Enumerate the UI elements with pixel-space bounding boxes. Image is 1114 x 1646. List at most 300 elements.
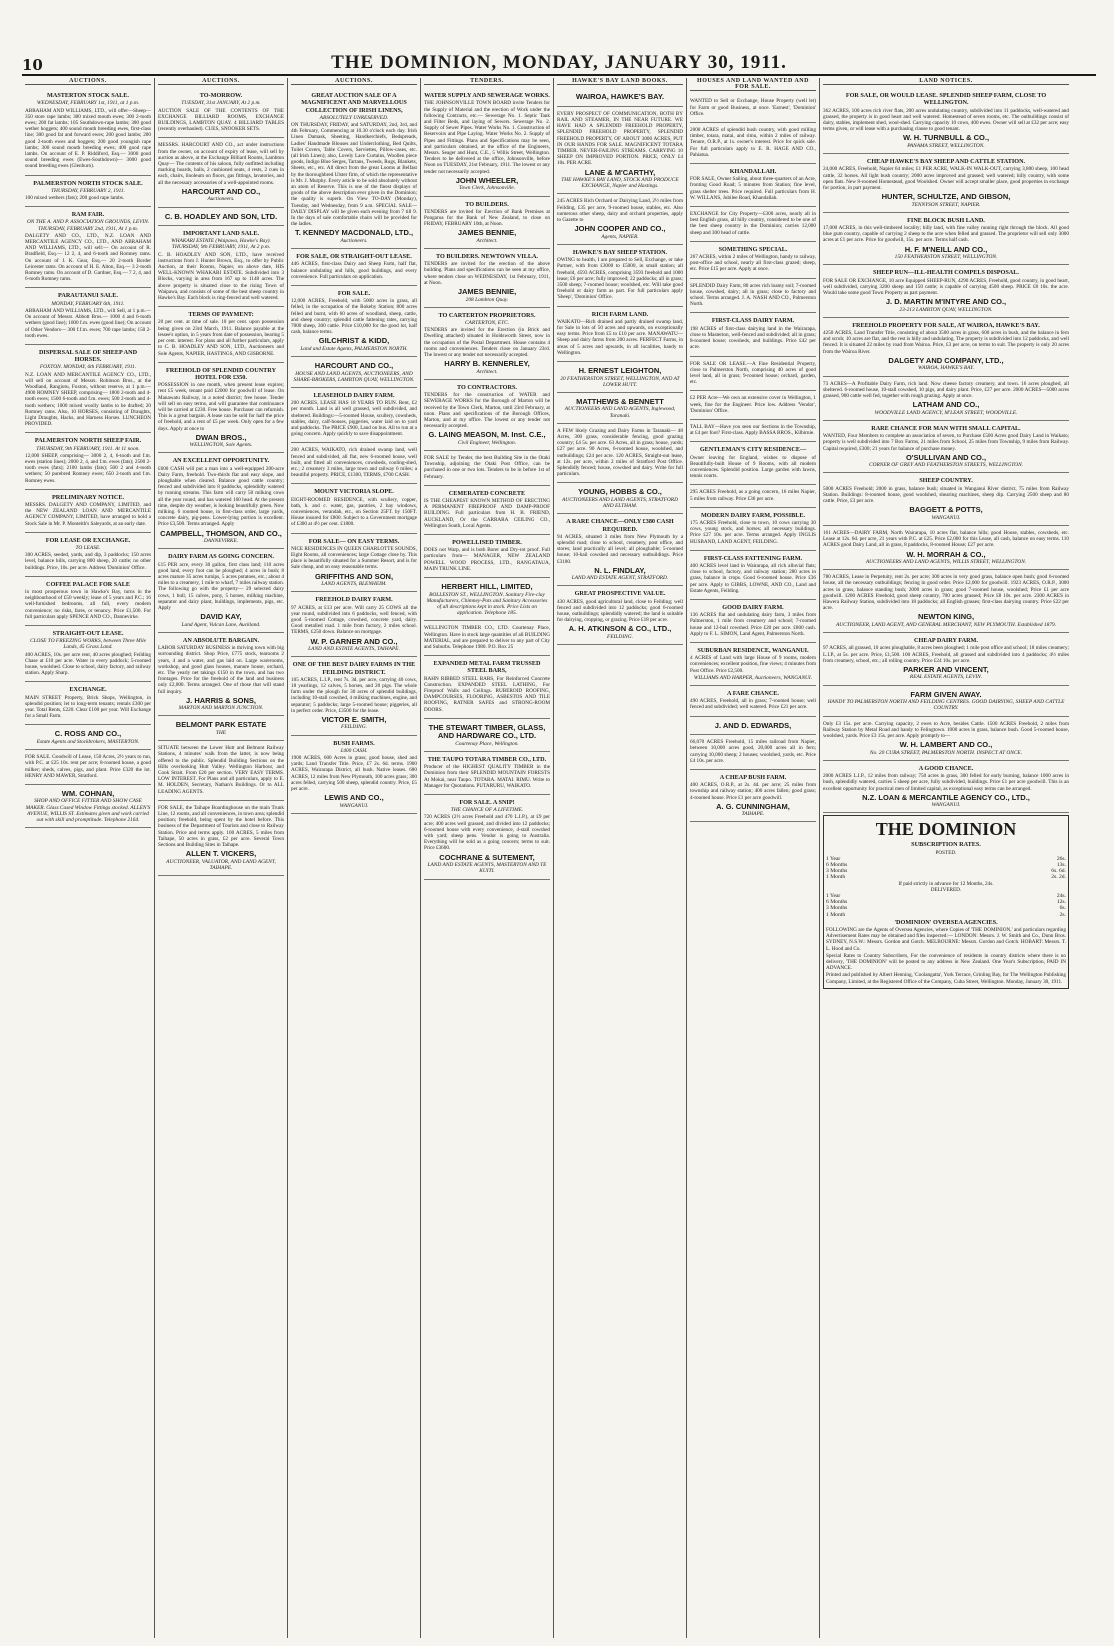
- ad-agent-name: HERBERT HILL, LIMITED,: [441, 582, 533, 592]
- ad-agent-name: N.Z. LOAN & MERCANTILE AGENCY CO., LTD.,: [862, 792, 1030, 802]
- ad-agent-name: HARCOURT AND CO.,: [314, 361, 394, 371]
- ad-body: £600 CASH will put a man into a well-equipped 200-acre Dairy Farm, freehold. Two-thirds flat and easy slope, and ploughable when cleared. Balance good cattle country; fenced and subdivided into 8 paddocks, splendidly watered by running streams. This farm will carry 50 milking cows all the year round, and has watered 160 head. At the present time, despite dry weather, is looking beautifully green. Now milking. 6 roomed house, in first-class order, large yards, concrete dairy, pig-pens. Lower-lying portion is excellent. Price £3,500. Terms arranged. Apply: [158, 465, 284, 528]
- ad-body: A FEW likely Grazing and Dairy Farms in Taranaki— 48 Acres, 300 grass, considerable fencing, good grazing country; £4 5s. per acre. 63 Acres, all in grass; house, yards; £27 per acre. 90 Acres, 6-roomed house, woolshed, and outbuildings; £24 per acre. 120 ACRES, Straight-out lease, at 12s. per acre, within 2 miles of Stratford Post Office. Splendidly fenced; house, cowshed and dairy. Write for full particulars.: [557, 427, 683, 478]
- ad-body: 24,000 ACRES, Freehold, Napier 64 miles; £1 PER ACRE, WALK-IN WALK-OUT, carrying 3,800 sheep, 100 head cattle, 32 horses. All light bush country; 2000 acres improved and grassed; well watered; hilly country, with some open flats. New 8-roomed Homestead, good Woolshed. Owner will accept smaller place, good properties in exchange for portion, in part payment.: [823, 166, 1069, 191]
- ad-agent-name: WAIROA, HAWKE'S BAY.: [575, 92, 665, 102]
- ad-agent-address: CORNER OF GREY AND FEATHERSTON STREETS, WELLINGTON.: [868, 462, 1024, 469]
- ad-body: 94 ACRES, situated 3 miles from New Plymouth by a splendid road; close to school, creamery, post office, and stores; land practically all level; all ploughable; 5-roomed house; 10-bail cowshed and necessary outbuildings. Price £3100.: [557, 533, 683, 565]
- ad-heading: FOR SALE— ON EASY TERMS.: [308, 537, 400, 545]
- ad-agent-name: JOHN COOPER AND CO.,: [574, 224, 666, 234]
- ad-agent-address: AUCTIONEERS AND LAND AGENTS, WILLIS STREET, WELLINGTON.: [865, 559, 1027, 566]
- ad-agent-address: WELLINGTON, Sole Agents.: [189, 442, 253, 449]
- advertisement: [25, 533, 151, 577]
- column-4: [421, 78, 554, 1638]
- ad-body: C. B. HOADLEY AND SON, LTD., have received instructions from J. Hunter Brown, Esq., to offer by Public Auction, at their Rooms, Napier, on above date, HIS WELL-KNOWN WHAKARI ESTATE. Subdivided into 3 Blocks, varying in area from 167 up to 1148 acres. The above property is situated close to the rising Town of Waipawa, and consists of some of the best sheep country in Hawke's Bay. Each block is ring-fenced and well watered.: [158, 251, 284, 302]
- ad-heading: BUSH FARMS.: [333, 739, 375, 747]
- advertisement: [158, 88, 284, 138]
- advertisement: [823, 154, 1069, 213]
- ad-agent-address: Architect.: [476, 237, 498, 244]
- ad-agent-name: H. ERNEST LEIGHTON,: [578, 366, 662, 375]
- ad-heading: FREEHOLD OF SPLENDID COUNTRY HOTEL FOR £350.: [165, 366, 277, 381]
- ad-agent-address: Estate Agents and Stockbrokers, MASTERTON.: [36, 738, 140, 745]
- posted-label: POSTED.: [935, 849, 957, 856]
- ad-agent-name: LANE & M'CARTHY,: [584, 167, 656, 177]
- ad-body: 4250 ACRES, Land Transfer Title, consisting of about 3500 acres in grass, 600 acres in bush, and the balance in fern and scrub; 10 acres are flat, and the rest is hilly and undulating. The property is subdivided into 12 paddocks, and well fenced. It is situated 22 miles by road from Wairoa. Price, £3 per acre, on terms to suit. The property is only 20 acres from the Wairoa River.: [823, 330, 1069, 355]
- advertisement: [690, 485, 816, 507]
- ad-body: 12,000 ACRES, Freehold, with 5000 acres in grass, all felled, in the occupation of the Rokeby Station; 800 acres felled and burnt, with 60 acres of woodland, sheep, cattle, and sheep country; splendid cattle fattening rates, carrying 7000 sheep, 300 cattle. Price £10,000 for the good lot, half cash, balance terms.: [291, 298, 417, 336]
- column-6: [687, 78, 820, 1638]
- rate-price: 13s.: [1056, 862, 1066, 869]
- ad-heading: CEMERATED CONCRETE: [448, 489, 526, 497]
- ad-agent-address: AUCTIONEER, VALUATOR, AND LAND AGENT, TAIHAPE.: [166, 858, 276, 871]
- ad-agent-address: WILLIAMS AND HARPER, Auctioneers, WANGANUI.: [693, 674, 813, 681]
- ad-body: MESSRS. DALGETY AND COMPANY, LIMITED, and the NEW ZEALAND LOAN AND MERCANTILE AGENCY COMPANY, LIMITED, have arranged to hold a Stock Sale in Mr. P. Monteith's Saleyards, at an early date.: [25, 501, 151, 527]
- ad-heading: FOR SALE, OR WOULD LEASE. SPLENDID SHEEP FARM, CLOSE TO WELLINGTON.: [845, 92, 1047, 107]
- ad-agent-address: 23-213 LAMBTON QUAY, WELLINGTON.: [899, 306, 993, 313]
- ad-heading: A GOOD CHANCE.: [918, 764, 974, 772]
- advertisement: [690, 442, 816, 485]
- column-header: HAWKE'S BAY LAND BOOKS.: [557, 78, 683, 85]
- advertisement: [291, 736, 417, 814]
- ad-heading: SUBURBAN RESIDENCE, WANGANUI.: [697, 647, 809, 654]
- ad-body: SPLENDID Dairy Farm, 80 acres rich loamy soil; 7-roomed house, cowshed, dairy; all in grass; close to factory and school. Terms arranged. J. A. NASH AND CO., Palmerston North.: [690, 282, 816, 308]
- ad-body: in most prosperous town in Hawke's Bay, turns in the neighbourhood of £50 weekly; lease of 5 years and P.C.; 16 well-furnished bedrooms, all full, every modern convenience; no risks, fares, or tenancy. Price £1,500. For full particulars apply SPENCE AND CO., Dannevirke.: [25, 589, 151, 620]
- imprint-footer: Printed and published by Albert Henning, 'Coolangatta', York Terrace, Grinling Bay, for The Wellington Publishing Company, Limited, at the Registered Office of the Company, Cuba Street, Wellington. Monday, January 30, 1911.: [826, 972, 1066, 985]
- ad-body: DOES not Warp, and is both Borer and Dry-rot proof. Full particulars from— MANAGER, NEW ZEALAND POWELL WOOD PROCESS, LTD., RANGATAUA, MAIN TRUNK LINE.: [424, 547, 550, 572]
- advertisement: [690, 735, 816, 770]
- advertisement: [291, 592, 417, 657]
- advertisement: [424, 249, 550, 308]
- ad-body: N.Z. LOAN AND MERCANTILE AGENCY CO., LTD., will sell on account of Messrs. Robinson Bros., at the Woodland, Rangiotu, Foxton, without reserve, at 1 p.m.— 4900 ROMNEY SHEEP, comprising— 1800 2-tooth and 4-tooth ewes; 1500 6-tooth and f.m. ewes; 500 2-tooth and 4-tooth wethers; 1000 mixed woolly lambs to be drafted; 20 Romney rams. Also, 10 HORSES, consisting of Draughts, Light Draughts, Hacks, and Harness Horses. LUNCHEON PROVIDED.: [25, 371, 151, 428]
- ad-body: 20 per cent. at time of sale. 10 per cent. upon possession being given on 23rd March, 1911. Balance payable at the lessee's option, in 5 years from date of possession, bearing 5 per cent. interest. For plans and all further particulars, apply to C. B. HOADLEY AND SON, LTD., Auctioneers and Sole Agents, NAPIER, HASTINGS, AND GISBORNE.: [158, 319, 284, 357]
- ad-body: EXCHANGE for City Property—£300 acres, nearly all in best English grass, all hilly country, considered to be one of the best sheep country in the Dominion; carries 12,000 sheep and 300 head of cattle.: [690, 211, 816, 236]
- delivered-label: DELIVERED.: [930, 886, 962, 893]
- rate-period: 1 Month: [826, 874, 846, 881]
- ad-body: TENDERS for the construction of WATER and SEWERAGE WORKS for the Borough of Marton will be received by the Town Clerk, Marton, until 23rd February, at noon. Plans and specifications of the Borough Offices, Marton, and at my office. The lowest or any tender not necessarily accepted.: [424, 392, 550, 430]
- advertisement: [823, 213, 1069, 266]
- ad-heading: FOR SALE. A SNIP!: [459, 799, 515, 807]
- advertisement: [158, 138, 284, 207]
- ad-agent-name: BELMONT PARK ESTATE: [175, 720, 267, 730]
- ad-body: 362 ACRES, 100 acres rich river flats, 200 acres undulating country, subdivided into 11 paddocks, well-watered and grassed, the property is in good heart and well watered. Homestead of seven rooms, etc. The outbuildings consist of dairy, stables, implement shed, wool-shed. Carrying capacity 10 cows, 400 ewes. Owner will sell at £32 per acre; easy terms given, or will lease with a purchasing clause to good tenant.: [823, 107, 1069, 133]
- advertisement: [424, 752, 550, 795]
- advertisement: [158, 226, 284, 307]
- advertisement: [424, 197, 550, 250]
- advertisement: [424, 451, 550, 486]
- ad-heading: TO CARTERTON PROPRIETORS.: [438, 311, 536, 319]
- advertisement: [557, 362, 683, 393]
- ad-agent-address: MARTON AND MARTON JUNCTION.: [178, 705, 264, 712]
- ad-heading: WATER SUPPLY AND SEWERAGE WORKS.: [424, 92, 550, 100]
- advertisement: [158, 307, 284, 362]
- ad-heading: STRAIGHT-OUT LEASE.: [52, 630, 124, 638]
- ad-subheading: ON THE A. AND P. ASSOCIATION GROUNDS, LEVIN. THURSDAY, FEBRUARY 2nd, 1911, At 1 p.m.: [26, 219, 150, 232]
- ad-body: MAIN STREET Property, Brick Shops, Wellington, in splendid position; let to long-term tenants; rentals £300 per year. Total Rents, £220. Clear £100 per year. Will Exchange for a Small Farm.: [25, 694, 151, 720]
- advertisement: [25, 725, 151, 750]
- advertisement: [291, 88, 417, 249]
- ad-agent-address: SHOP AND OFFICE FITTER AND SHOW CASE MAKER. Glass Cased Window Fittings stocked. ALLEN'S AVENUE, WILLIS ST. Estimates given and work carried out with skill and promptitude. Telephone 2164.: [25, 798, 151, 824]
- advertisement: [690, 551, 816, 600]
- ad-body: WANTED to Sell or Exchange, House Property (well let) for Farm or good Business, at once. 'Earnest', 'Dominion' Office.: [690, 98, 816, 117]
- ad-body: TENDERS are invited for Erection of Bank Premises at Pongaroa for the Bank of New Zealand, to close on FRIDAY, FEBRUARY 10th, at Noon.: [424, 208, 550, 228]
- ad-agent-address: AUCTIONEERS AND LAND AGENTS, STRATFORD AND ELTHAM.: [562, 496, 678, 510]
- ad-body: WELLINGTON TIMBER CO., LTD. Courtenay Place, Wellington. Have in stock large quantities of all BUILDING MATERIAL, and are prepared to deliver to any part of City and Suburbs. Telephone 1980. P.O. Box 25: [424, 625, 550, 650]
- posted-note: If paid strictly in advance for 12 Months, 24s.: [898, 880, 994, 887]
- advertisement: [557, 393, 683, 424]
- advertisement: [690, 717, 816, 736]
- advertisement: [690, 600, 816, 643]
- ad-agent-name: JOHN WHEELER,: [455, 175, 519, 185]
- ad-heading: FREEHOLD DAIRY FARM.: [315, 596, 393, 604]
- ad-body: Producer of the HIGHEST QUALITY TIMBER in the Dominion from their SPLENDID MOUNTAIN FORESTS At Mokai, near Taupo. TOTARA. MATAI. RIMU. Write to Manager for Quotations. PUTARURU, WAIKATO.: [424, 764, 550, 789]
- advertisement: [424, 795, 550, 880]
- advertisement: [158, 208, 284, 227]
- ad-body: 12,000 SHEEP, comprising— 3000 2, 4, 6-tooth and f.m. ewes (station lines); 2000 2, 4, and f.m. ewes (fats); 2500 2-tooth ewes (fats); 2100 lambs (fats); 500 2 and 4-tooth wethers; 50 purebred Romney ewes; 650 2-tooth and f.m. Romney ewes.: [25, 452, 151, 484]
- advertisement: [823, 473, 1069, 526]
- ad-body: TENDERS are invited for the Erection (in Brick and Dwelling attached) situated in Holdsworth Street, now in the occupation of the Postal Department. House contains 4 rooms and conveniences. Tenders close on January 23rd. The lowest or any tender not necessarily accepted.: [424, 327, 550, 358]
- ad-body: 2000 ACRES of splendid bush country, with good milling timber, totara, matai, and rimu, within 2 miles of railway. Tenure, O.R.P., at 1s. owner's interest. Price for quick sale. For full particulars apply to E. R. HAGE AND CO., Pahiatua.: [690, 127, 816, 158]
- ad-heading: AN ABSOLUTE BARGAIN.: [182, 636, 260, 644]
- ad-agent-address: AUCTIONEERS AND LAND AGENTS, Inglewood, Taranaki.: [564, 406, 676, 419]
- ad-heading: GOOD DAIRY FARM.: [722, 603, 784, 611]
- advertisement: [291, 357, 417, 388]
- ad-body: 100 mixed wethers (fats); 200 good rape lambs.: [25, 195, 125, 202]
- ad-agent-name: W. H. TURNBULL & CO.,: [902, 133, 990, 143]
- ad-agent-name: N. L. FINDLAY,: [594, 565, 646, 575]
- ad-body: 105 ACRES, L.I.P., rent 7s. 3d. per acre, carrying 40 cows, 18 yearlings, 12 calves, 5 horses, and 20 pigs. The whole farm under the plough for 30 acres of splendid buildings, including 10-stall cowshed, 4 milking machines, engine, and separator; 5 paddocks; large 5-roomed house; piggeries, all in perfect order. Price, £3500 for the lease.: [291, 676, 417, 714]
- ad-heading: SOMETHING SPECIAL.: [718, 245, 788, 253]
- ad-agent-address: THE HAWKE'S BAY LAND, STOCK AND PRODUCE EXCHANGE, Napier and Hastings.: [561, 177, 679, 190]
- ad-body: £2 PER Acre—We own an extensive cover in Wellington, 1 week, fine for the Engineer. Price low. Address 'Vendor', 'Dominion' Office.: [690, 395, 816, 414]
- ad-agent-address: PANAMA STREET, WELLINGTON.: [907, 142, 985, 149]
- ad-heading: MODERN DAIRY FARM, POSSIBLE.: [700, 511, 806, 519]
- ad-body: AUCTION SALE OF THE CONTENTS OF THE EXCHANGE BILLIARD ROOMS, EXCHANGE BUILDINGS, LAMBTON QUAY. 4 BILLIARD TABLES (recently overhauled). CUES, SNOOKER SETS.: [158, 107, 284, 133]
- ad-agent-address: HANDY TO PALMERSTON NORTH AND FEILDING CENTRES. GOOD DAIRYING, SHEEP AND CATTLE COUNTRY.: [827, 699, 1065, 712]
- ad-heading: TO-MORROW.: [199, 92, 243, 100]
- ad-agent-name: G. LAING MEASON, M. Inst. C.E.,: [428, 430, 546, 440]
- ad-subheading: £400 CASH.: [340, 747, 368, 754]
- advertisement: [158, 549, 284, 633]
- ad-body: WAIKATO—Rich drained and partly drained swamp land, for Sale in lots of 50 acres and upwards, on exceptionally easy terms. Price from £5 to £10 per acre. MANAWATU—Sheep and dairy farms from 200 acres. PERFECT Farms, in areas of 5 acres and upwards, in all localities, handy to Wellington.: [557, 318, 683, 356]
- ad-heading: GENTLEMAN'S CITY RESIDENCE—: [699, 446, 807, 454]
- ad-agent-name: JAMES BENNIE,: [457, 228, 517, 238]
- advertisement: [690, 508, 816, 551]
- ad-body: EVERY PROSPECT OF COMMUNICATION, BOTH BY RAIL AND STEAMER, IN THE NEAR FUTURE. WE HAVE HAD A SPLENDID FREEHOLD PROPERTY, SPLENDID FREEHOLD PROPERTY, SPLENDID FREEHOLD PROPERTY, OF ABOUT 3000 ACRES, PUT IN OUR HANDS FOR SALE. MAGNIFICENT TOTARA TIMBER. NEVER-FAILING STREAMS. CARRYING 10 SHEEP ON IMPROVED PORTION. PRICE, ONLY £4 10s. PER ACRE.: [557, 110, 683, 167]
- ad-agent-address: REAL ESTATE AGENTS, LEVIN.: [909, 674, 983, 681]
- ad-body: 175 ACRES Freehold, close to town, 10 cows carrying 30 cows, young stock, and horses; all necessary buildings. Price £27 10s. per acre. Terms arranged. Apply INGLIS HUSBAND, LAND AGENT, FEILDING.: [690, 519, 816, 545]
- advertisement: [25, 785, 151, 828]
- ad-body: 400 ACRES, 10s. per acre rent, 40 acres ploughed; Feilding Chase at £10 per acre. Water in every paddock; 5-roomed house, woolshed. Close to school, dairy factory, and railway station. Apply Sharp.: [25, 651, 151, 677]
- ad-heading: FOR SALE.: [337, 289, 371, 297]
- ad-agent-name: PARKER AND VINCENT,: [903, 664, 989, 674]
- ad-body: TALL BAY—Have you seen our Sections in the Township, at £4 per foot? First-class. Apply BASSA BROS., Kilbirnie.: [690, 423, 816, 437]
- columns-container: [22, 78, 1096, 1638]
- ad-agent-address: Auctioneers.: [207, 196, 235, 203]
- ad-agent-name: W. H. MORRAH & CO.,: [906, 549, 986, 559]
- ad-body: £15 PER acre, every 30 gallon, first class land; 110 acres good land, every foot can be ploughed; 4 acres in bush; 8 acres mature 35 acres turnips, 5 acres potatoes, etc.; about 4 miles to a creamery, 1 mile to wharf, 7 miles railway station. The following go with the property— 29 selected dairy cows, 1 bull, 15 calves, pony, 5 horses, milking machine, separator and dairy plant, buildings, implements, pigs, etc. Apply: [158, 561, 284, 611]
- advertisement: [690, 770, 816, 823]
- ad-heading: A CHEAP BUSH FARM.: [719, 773, 787, 781]
- advertisement: [690, 164, 816, 207]
- rate-price: 12s.: [1056, 899, 1066, 906]
- advertisement: [823, 377, 1069, 421]
- advertisement: [158, 716, 284, 741]
- advertisement: [25, 682, 151, 725]
- ad-agent-address: WAIROA, HAWKE'S BAY.: [917, 365, 975, 372]
- ad-heading: RICH FARM LAND.: [591, 310, 649, 318]
- ad-heading: SHEEP COUNTRY.: [919, 477, 973, 485]
- rate-period: 3 Months: [826, 905, 848, 912]
- advertisement: [424, 578, 550, 621]
- ad-body: POSSESSION in one month, when present lease expires; rent £5 week, tenant paid £2000 for goodwill of lease. On Manawatu Railway, in a noted district; free house. Tender will sell on easy terms, and will guarantee that continuance will be carried at £230. Free house. Purchaser can refurnish. This is a great bargain. A lease can be sold for half the price of freehold, and a rent of £5 per week. Only open for a few days. Apply at once to: [158, 382, 284, 432]
- ad-heading: ONE OF THE BEST DAIRY FARMS IN THE FEILDING DISTRICT.: [292, 661, 416, 676]
- page-number: 10: [22, 56, 43, 74]
- ad-agent-name: DWAN BROS.,: [195, 432, 247, 442]
- ad-body: 300 ACRES, seeded, yards, and dip, 3 paddocks; 150 acres level, balance hills, carrying 800 sheep, 20 cattle; no other buildings. Price, 10s. per acre. Address 'Dominion' Office.: [25, 552, 151, 571]
- ad-heading: PRELIMINARY NOTICE.: [51, 493, 125, 501]
- ad-subheading: MONDAY, FEBRUARY 6th, 1911.: [51, 300, 125, 307]
- rate-price: 6s.: [1059, 905, 1066, 912]
- ad-heading: MOUNT VICTORIA SLOPE.: [314, 488, 394, 496]
- ad-heading: GREAT PROSPECTIVE VALUE.: [574, 590, 666, 598]
- ad-agent-name: FARM GIVEN AWAY.: [910, 689, 982, 699]
- ad-heading: LEASEHOLD DAIRY FARM.: [313, 392, 395, 400]
- ad-agent-name: LEWIS AND CO.,: [324, 793, 384, 803]
- advertisement: [557, 586, 683, 645]
- ad-agent-name: A. H. ATKINSON & CO., LTD.,: [568, 624, 672, 634]
- ad-heading: COFFEE PALACE FOR SALE: [46, 580, 130, 588]
- ad-agent-address: Land Agent, Vulcan Lane, Auckland.: [181, 621, 261, 628]
- ad-heading: HAWKE'S BAY SHEEP STATION.: [572, 248, 668, 256]
- ad-agent-name: DALGETY AND COMPANY, LTD.,: [888, 355, 1004, 365]
- advertisement: [25, 750, 151, 785]
- ad-agent-address: Town Clerk, Johnsonville.: [458, 185, 516, 192]
- ad-body: WANTED, Four Members to complete an association of seven, to Purchase £500 Acres good Dairy Land in Waikato; property is well subdivided into 7 Box Farms, 21 miles from School, 25 miles from Township, 9 miles from Railway. Capital required, £300; 21 years for balance of purchase money.: [823, 433, 1069, 452]
- ad-body: 66,070 ACRES Freehold, 15 miles railroad from Napier, between 10,000 acres good, 20,000 acres all in fern; carrying 10,000 sheep; 2 houses; woolshed, yards, etc. Price £4 10s. per acre.: [690, 739, 816, 764]
- ad-agent-name: H. F. M'NEILL AND CO.,: [904, 244, 988, 254]
- column-5: [554, 78, 687, 1638]
- ad-agent-name: J. AND D. EDWARDS,: [714, 720, 792, 730]
- ad-body: 267 ACRES, within 2 miles of Wellington, handy to railway, post-office and school, nearly all first-class grazed; sheep, etc. Price £15 per acre. Apply at once.: [690, 254, 816, 273]
- ad-agent-address: 20 FEATHERSTON STREET, WELLINGTON, AND AT LOWER HUTT.: [560, 375, 680, 388]
- ad-agent-address: Courtenay Place, Wellington.: [455, 740, 519, 747]
- masthead: [22, 48, 1096, 76]
- column-1: [22, 78, 155, 1638]
- advertisement: [557, 424, 683, 484]
- ad-heading: FOR LEASE OR EXCHANGE.: [45, 536, 131, 544]
- agencies-body: FOLLOWING are the Agents of Oversea Agencies, where Copies of 'THE DOMINION,' and particulars regarding Advertisement Rates may be obtained and files inspected:— LONDON: Messrs. J. W. Smith and Co., Dunn Bros. SYDNEY, N.S.W.: Messrs. Gordon and Gotch. MELBOURNE: Messrs. Gordon and Gotch. HOBART: Messrs. T. L. Hood and Co.: [826, 927, 1066, 952]
- rate-price: 26s.: [1056, 855, 1066, 862]
- ad-agent-address: WANGANUI.: [931, 514, 961, 521]
- ad-body: FOR SALE, the Taihape Boardinghouse on the main Trunk Line, 12 rooms, and all conveniences, in town area; splendid position; freehold, being spent by the hotel before. This business of the Department of Tourists and close to Railway Station. Price and terms apply. 100 ACRES, 5 miles from Taihape, 50 acres in grass, £2 per acre. Several Town Sections and Building Sites in Taihape.: [158, 804, 284, 848]
- ad-agent-name: W. P. GARNER AND CO.,: [310, 636, 398, 646]
- ad-body: 400 ACRES level land in Wairarapa, all rich alluvial flats; close to school, factory, and railway station; 280 acres in grass, balance in crops. Good 6-roomed house. Price £36 per acre. Apply to GIBBS, LOWNE, AND CO., Land and Estate Agents, Feilding.: [690, 562, 816, 594]
- advertisement: [557, 483, 683, 514]
- advertisement: [25, 288, 151, 344]
- ad-agent-name: J. HARRIS & SONS,: [185, 695, 256, 705]
- ad-body: NICE RESIDENCES IN QUEEN CHARLOTTE SOUNDS, Eight Rooms, all conveniences; large Cottage close by. This place is beautifully situated for a Summer Resort, and is for Sale cheap, and on easy reasonable terms.: [291, 545, 417, 571]
- ad-heading: EXCHANGE.: [69, 686, 107, 694]
- ad-body: DALGETY AND CO., LTD., N.Z. LOAN AND MERCANTILE AGENCY CO., LTD., AND ABRAHAM AND WILLIAMS, LTD., will sell:— On account of R. Bradfield, Esq.— 12 2, 4, and 6-tooth and Romney rams. On account of J. K. Gear, Esq.— 20 2-tooth Border Leicester rams. On account of H. E. Alton, Esq.— 3 2-tooth Romney rams. On account of D. Gardner, Esq.— 7 2, 4, and 6-tooth Romney rams.: [25, 232, 151, 283]
- advertisement: [158, 741, 284, 801]
- ad-agent-name: VICTOR E. SMITH,: [321, 714, 387, 724]
- ad-agent-address: FEILDING.: [341, 724, 367, 731]
- ad-body: 400 ACRES, O.R.P., at 2s. 4d. per acre; 25 miles from township and railway station; 400 acres fallen; good grass; 4-roomed house. Price £1 per acre goodwill.: [690, 782, 816, 801]
- ad-body: ON THURSDAY, FRIDAY, and SATURDAY, 2nd, 3rd, and 4th February, Commencing at 10.30 o'clock each day. Irish Linen Damask, Sheeting, Handkerchiefs, Bedspreads, Ladies' Handmade Blouses and Underclothing, Bed Quilts, Toilet Covers, Table Covers, Serviettes, Pillow-cases, etc. (all Irish Linen); also, Lovely Lace Curtains, Woollen piece goods, Indigo Blue Serges, Tartans, Tweeds, Rugs, Blankets, Sheets, etc., etc. All direct from the great Looms at Belfast by the thoroughbred Ulster firm, of which the representative is Mr. J. Murphy. Every article to be sold absolutely without an atom of Reserve. This is one of the finest displays of goods of the above description ever given in the Dominion; the quality is superb. On View TO-DAY (Monday), Tuesday, and Wednesday, from 9 a.m. SPECIAL SALE—DAILY DISPLAY will be given each evening from 7 till 9. In the days of sale comfortable chairs will be provided for the ladies.: [291, 122, 417, 228]
- ad-heading: CHEAP DAIRY FARM.: [914, 637, 978, 645]
- ad-heading: FIRST-CLASS FATTENING FARM.: [703, 554, 803, 562]
- ad-agent-address: AUCTIONEER, LAND AGENT, AND GENERAL MERCHANT, NEW PLYMOUTH. Established 1879.: [835, 621, 1057, 628]
- ad-agent-name: O'SULLIVAN AND CO.,: [905, 452, 987, 462]
- ad-body: 446 ACRES, first-class Dairy and Sheep Farm, half flat, balance undulating and hills, good buildings, and every convenience. Full particulars on application.: [291, 261, 417, 280]
- ad-subheading: TO LEASE.: [75, 544, 101, 551]
- advertisement: [424, 719, 550, 752]
- advertisement: [557, 245, 683, 307]
- ad-subheading: CLOSE TO FREEZING WORKS, between Three Mile Lands, 45 Grass Land.: [29, 638, 147, 651]
- advertisement: [823, 570, 1069, 633]
- ad-subheading: TUESDAY, 31st JANUARY, At 2 p.m.: [181, 100, 261, 107]
- column-header: AUCTIONS.: [25, 78, 151, 85]
- ad-heading: PALMERSTON NORTH STOCK SALE.: [33, 179, 143, 187]
- ad-agent-address: LAND AND ESTATE AGENTS, MASTERTON AND TE KUITI.: [427, 862, 547, 875]
- ad-agent-name: NEWTON KING,: [917, 612, 975, 622]
- advertisement: [158, 363, 284, 454]
- ad-body: ABRAHAM AND WILLIAMS, LTD., will Sell, at 1 p.m.— On account of Messrs. Abbott Bros.— 1000 4 and 6-tooth wethers (good line); 1000 f.m. ewes (good line); On account of Other Vendors— 300 f.f.m. ewes; 700 rape lambs; 150 2-tooth ewes.: [25, 307, 151, 339]
- rate-period: 6 Months: [826, 899, 848, 906]
- advertisement: [690, 279, 816, 314]
- ad-subheading: THURSDAY, 9th FEBRUARY, 1911. At 11 noon.: [36, 445, 140, 452]
- ad-agent-address: Architect.: [476, 368, 498, 375]
- advertisement: [823, 526, 1069, 570]
- advertisement: [291, 388, 417, 443]
- ad-agent-name: HARCOURT AND CO.,: [181, 186, 261, 196]
- ad-body: 97 ACRES, all grassed, 10 acres ploughable, 8 acres been ploughed; 1 mile post office and school; 18 miles creamery; L.I.P., at 5s. per acre. Price, £1,500. 100 ACRES, Freehold, all grassed and subdivided into 4 paddocks; 4½ miles from creamery, school, etc.; all rolling country. Price £24 10s. per acre.: [823, 645, 1069, 664]
- advertisement: [25, 626, 151, 682]
- advertisement: [158, 633, 284, 717]
- rate-period: 6 Months: [826, 862, 848, 869]
- advertisement: [823, 686, 1069, 717]
- ad-body: 97 ACRES, at £13 per acre. Will carry 25 COWS all the year round, subdivided into 6 paddocks, well fenced, with good 5-roomed Cottage, cowshed, concrete yard, dairy. Good metalled road. 1 mile from factory, 2 miles school. TERMS, £250 down. Balance on mortgage.: [291, 604, 417, 636]
- advertisement: [424, 621, 550, 656]
- column-3: [288, 78, 421, 1638]
- ad-body: IS THE CHEAPEST KNOWN METHOD OF ERECTING A PERMANENT FIREPROOF AND DAMP-PROOF BUILDING. Full particulars from H. B. FRIEND, AUCKLAND, Or the CARRARA CEILING CO., Wellington South, Local Agents.: [424, 498, 550, 529]
- subscription-box: [823, 815, 1069, 988]
- ad-heading: RARE CHANCE FOR MAN WITH SMALL CAPITAL.: [871, 424, 1021, 432]
- ad-body: RAHN RIBBED STEEL BARS, For Reinforced Concrete Construction. EXPANDED STEEL LATHING, For Fireproof Walls and Ceilings. RUBEROID ROOFING, DAMPCOURSES, FLOORING, ASBESTOS AND TILE ROOFING, RATNER SAFES and STRONG-ROOM DOORS.: [424, 675, 550, 713]
- advertisement: [291, 657, 417, 735]
- advertisement: [823, 88, 1069, 154]
- ad-heading: TERMS OF PAYMENT:: [188, 311, 254, 319]
- ad-agent-address: 150 FEATHERSTON STREET, WELLINGTON.: [894, 254, 998, 261]
- ad-body: LABOR SATURDAY BUSINESS in thriving town with big surrounding district. Shop Price, £775 stock, tearooms 2 years, 4 and a water, and gas laid on. Large warerooms, workshop, and good glass houses, manure house, orchard, etc. The yearly net takings £150 in the town, and has two frontages. Price for the freehold of the land and business only £2,000. Terms arranged. One of those that will stand full inquiry.: [158, 645, 284, 695]
- ad-heading: A FARE CHANCE.: [727, 690, 779, 698]
- ad-heading: FINE BLOCK BUSH LAND.: [907, 216, 985, 224]
- ad-heading: TO BUILDERS. NEWTOWN VILLA.: [436, 253, 538, 261]
- ad-agent-name: THE STEWART TIMBER, GLASS, AND HARDWARE CO., LTD.: [428, 722, 546, 741]
- ad-agent-address: WOODVILLE LAND AGENCY, M'LEAN STREET, WOODVILLE.: [874, 409, 1018, 416]
- ad-agent-name: C. B. HOADLEY AND SON, LTD.: [164, 211, 278, 221]
- ad-heading: EXPANDED METAL FARM TRUSSED STEEL BARS,: [433, 660, 541, 675]
- advertisement: [25, 433, 151, 489]
- advertisement: [424, 656, 550, 719]
- ad-agent-name: W. H. LAMBERT AND CO.,: [899, 740, 993, 750]
- ad-heading: DAIRY FARM AS GOING CONCERN.: [168, 553, 274, 561]
- ad-agent-address: THE: [215, 729, 227, 736]
- advertisement: [25, 577, 151, 626]
- ad-agent-name: COCHRANE & SUTEMENT,: [439, 852, 535, 862]
- advertisement: [158, 453, 284, 549]
- advertisement: [158, 801, 284, 876]
- rate-period: 1 Month: [826, 911, 846, 918]
- ad-body: 245 ACRES Rich Orchard or Dairying Land, 2½ miles from Feilding, £35 per acre, 9-roomed house, stables, etc. Also numerous other sheep, dairy and orchard properties, apply to Gazette to: [557, 198, 683, 224]
- subscription-paper-name: THE DOMINION: [875, 819, 1017, 840]
- ad-subheading: THURSDAY, FEBRUARY 2, 1911.: [51, 187, 125, 194]
- ad-heading: A RARE CHANCE—ONLY £380 CASH REQUIRED.: [566, 518, 674, 533]
- column-2: [155, 78, 288, 1638]
- advertisement: [291, 443, 417, 484]
- special-note: Special Rates to Country Subscribers, For the convenience of residents in country districts where there is no delivery, 'THE DOMINION' will be posted to any address in New Zealand. One Year's Subscription, PAID IN ADVANCE.: [826, 952, 1066, 972]
- rate-price: 2s. 2d.: [1051, 874, 1066, 881]
- ad-heading: FOR SALE, OR STRAIGHT-OUT LEASE.: [296, 253, 412, 261]
- agencies-heading: 'DOMINION' OVERSEA AGENCIES.: [894, 918, 998, 926]
- ad-body: ABRAHAM AND WILLIAMS, LTD., will offer—Sheep— 350 store rape lambs; 300 mixed mouth ewes; 300 2-tooth ewes; 200 fat lambs; 105 Southdown-rape lambs; 300 good wether hoggets; 400 sound mouth breeding ewes, first-class line; 300 good fat and forward ewes; 200 good lambs; 200 good 2-tooth ewes and hoggets; 200 good youngish rape lambs; 300 sound mouth breeding ewes; 400 good rape lambs. On account of E. P. Riddiford, Esq.— 3000 good sound breeding ewes (Ewes-Southdown)— 3000 good sound breeding ewes (Glenburn).: [25, 107, 151, 170]
- ad-body: 200 ACRES, WAIKATO, rich drained swamp land, well fenced and subdivided, all flat, new 6-roomed house, well built, and fitted all conveniences, cowsheds, cooling-shed, etc.; 2 creamery 3 miles, large town and railway 6 miles; a beautiful property. PRICE, £1300, TERMS, £700 CASH.: [291, 447, 417, 479]
- ad-heading: FIRST-CLASS DAIRY FARM.: [711, 317, 795, 325]
- ad-heading: MASTERTON STOCK SALE.: [47, 92, 129, 100]
- ad-agent-name: C. ROSS AND CO.,: [54, 729, 122, 739]
- ad-body: 136 ACRES flat and undulating dairy farm, 3 miles from Palmerston, 1 mile from creamery and school; 7-roomed house and 12-bail cowshed. Price £20 per acre. £800 cash. Apply to F. L. SIMON, Land Agent, Palmerston North.: [690, 612, 816, 637]
- advertisement: [557, 307, 683, 362]
- column-header: LAND NOTICES.: [823, 78, 1069, 85]
- subscription-heading: SUBSCRIPTION RATES.: [911, 841, 981, 849]
- ad-heading: FREEHOLD PROPERTY FOR SALE, AT WAIROA, HAWKE'S BAY.: [852, 321, 1040, 329]
- advertisement: [823, 318, 1069, 377]
- ad-heading: TO CONTRACTORS.: [457, 383, 517, 391]
- advertisement: [823, 717, 1069, 761]
- ad-body: 430 ACRES, good agricultural land, close to Feilding; well fenced and subdivided into 12 paddocks; good 6-roomed house, outbuildings; splendidly watered; the land is suitable for dairying, cropping, or grazing. Price £18 per acre.: [557, 598, 683, 624]
- ad-heading: GREAT AUCTION SALE OF A MAGNIFICENT AND MARVELLOUS COLLECTION OF IRISH LINENS,: [301, 92, 407, 114]
- rate-row: [826, 912, 1066, 918]
- advertisement: [424, 486, 550, 535]
- ad-heading: PARAUTANUI SALE.: [58, 292, 118, 300]
- ad-body: 780 ACRES, Lease in Perpetuity, rent 2s. per acre; 300 acres in very good grass, balance open bush; good 6-roomed house, all the necessary outbuildings; fencing in good order. Price £2,000 for goodwill. 1923 ACRES, O.R.P., 3000 acres in grass, balance standing bush; 2000 acres in grass; good 7-roomed house, woolshed; Price £1 per acre goodwill. 1200 ACRES Freehold, good sheep country, 700 acres grassed; Price £8 10s. per acre. 2300 ACRES in Hawera Railway Station, subdivided into 18 paddocks; all English grasses; first-class dairying country. Price £22 per acre.: [823, 574, 1069, 612]
- ad-agent-address: LAND AND ESTATE AGENT, STRATFORD.: [571, 575, 669, 582]
- advertisement: [690, 391, 816, 420]
- ad-body: OWING to health, I am prepared to Sell, Exchange, or take Partner, with from £3000 to £5000, in small station; all freehold, 4593 ACRES, comprising 3593 freehold and 1000 lease; £6 per acre; fully improved; 22 paddocks; all in grass; 3500 sheep; 7-roomed house; woolshed, etc. Will take good freehold or dairy farm as part. For full particulars apply 'Sheep', 'Dominion' Office.: [557, 257, 683, 301]
- ad-heading: THE TAUPO TOTARA TIMBER CO., LTD.: [427, 756, 547, 764]
- ad-body: Owner leaving for England, wishes to dispose of Beautifully-built House of 9 Rooms, with all modern conveniences. Splendid position. Large garden with lawns, tennis courts.: [690, 454, 816, 480]
- ad-heading: DISPERSAL SALE OF SHEEP AND HORSES.: [38, 348, 138, 364]
- advertisement: [823, 761, 1069, 814]
- ad-body: SITUATE between the Lower Hutt and Belmont Railway Stations, 4 minutes' walk from the latter, is now being offered to the public. Splendid Building Sections on the Hills overlooking Hutt Valley. Wellington Harbour, and Cook Strait. From £20 per section. VERY EASY TERMS. LOW INTEREST. For Plans and all particulars, apply to E. M. HOLDEN, Secretary, Nathan's Buildings. Or to ALL LEADING AGENTS.: [158, 745, 284, 795]
- ad-heading: POWELLISED TIMBER.: [452, 539, 522, 547]
- column-header: HOUSES AND LAND WANTED AND FOR SALE.: [690, 78, 816, 91]
- advertisement: [291, 534, 417, 593]
- ad-heading: IMPORTANT LAND SALE.: [182, 230, 260, 238]
- ad-subheading: ABSOLUTELY UNRESERVED.: [319, 114, 389, 121]
- column-header: AUCTIONS.: [158, 78, 284, 85]
- ad-body: FOR SALE, Owner Sailing, about three-quarters of an Acre, fronting Good Road; 5 minutes from Station; fine level, grass shelter trees. Price required. Full particulars from H. W. WILLANS, Jubilee Road, Khandallah.: [690, 176, 816, 201]
- ad-body: 720 ACRES (2½ acres Freehold and 470 L.I.P.), at £9 per acre; 400 acres well grassed, and divided into 12 paddocks; 6-roomed house with every convenience, 4-stall cowshed with yard; sheep pens. Vendor is going to Australia. Everything will be sold as a going concern; terms to suit. Price £3600.: [424, 814, 550, 852]
- ad-body: TENDERS are invited for the erection of the above building. Plans and specifications can be seen at my office, where tenders close on WEDNESDAY, 1st February, 1911, at Noon.: [424, 261, 550, 286]
- advertisement: [823, 633, 1069, 686]
- ad-heading: AN EXCELLENT OPPORTUNITY.: [172, 457, 270, 465]
- ad-agent-name: CAMPBELL, THOMSON, AND CO.,: [160, 528, 282, 538]
- advertisement: [557, 88, 683, 107]
- ad-subheading: THE CHANCE OF A LIFETIME.: [450, 807, 524, 814]
- advertisement: [291, 484, 417, 533]
- advertisement: [823, 265, 1069, 318]
